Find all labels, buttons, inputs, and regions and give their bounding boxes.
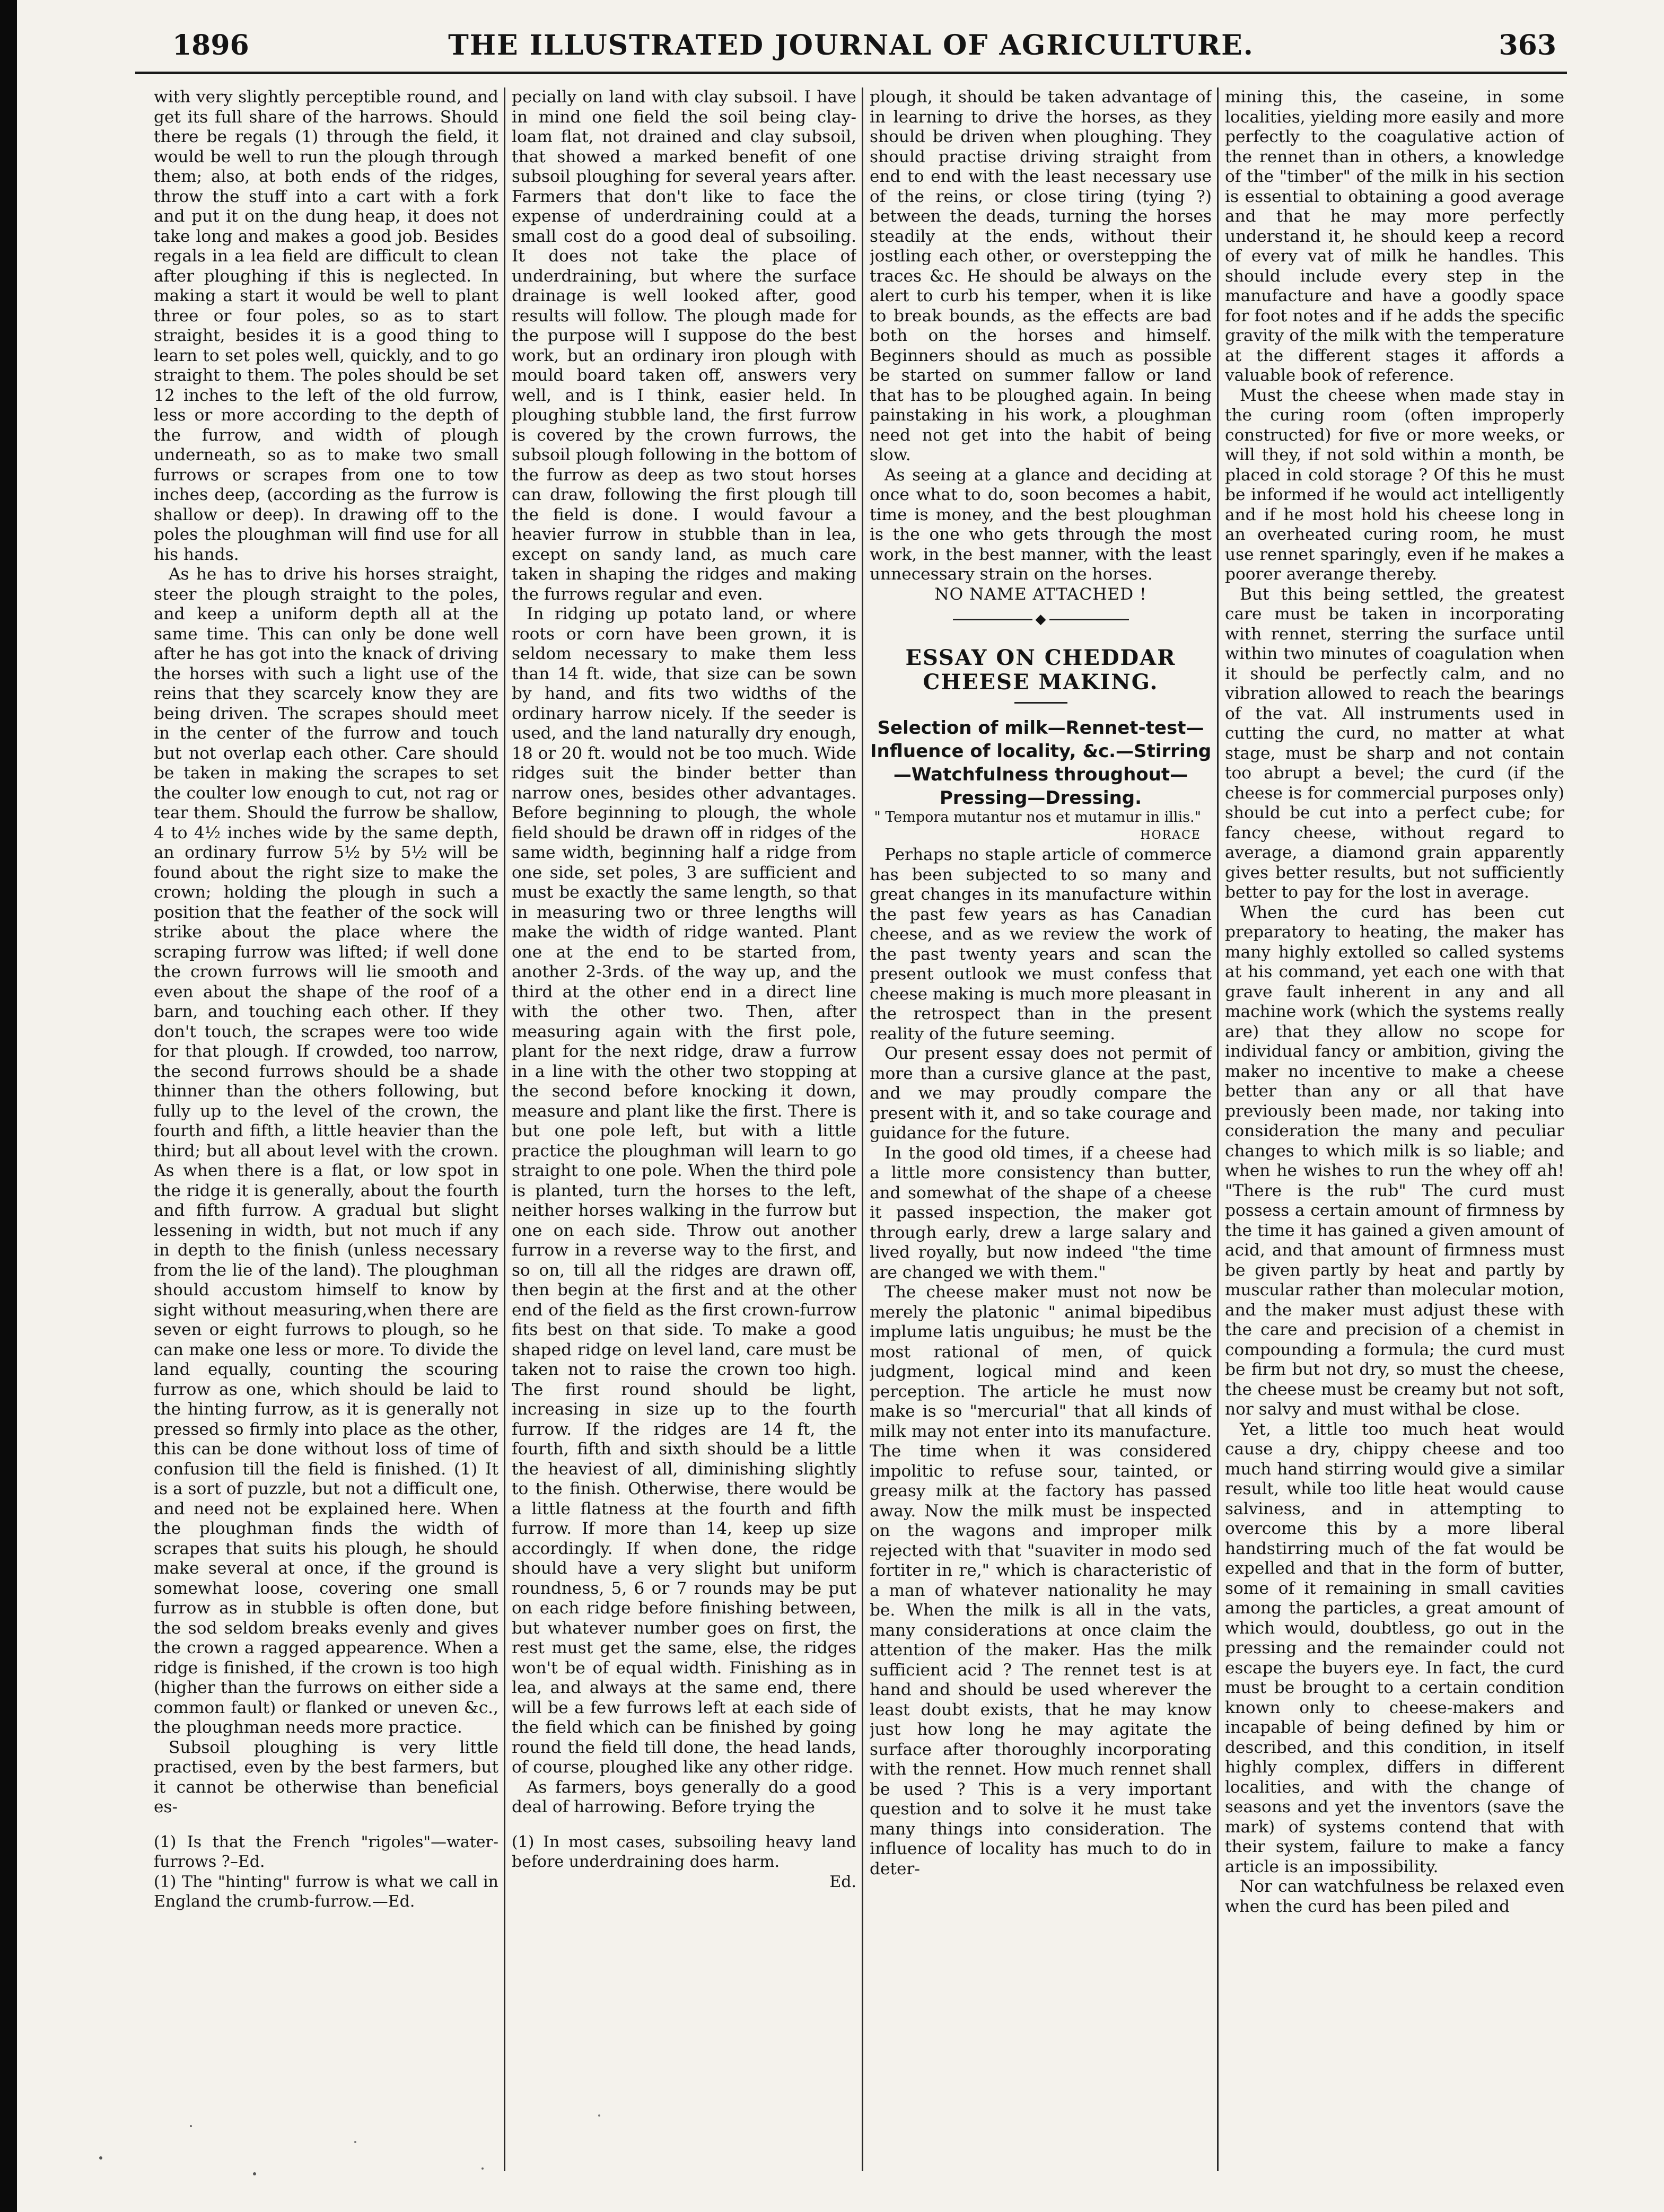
paragraph: As he has to drive his horses straight, steer the plough straight to the poles, and keep a uniform depth all at the same time. This can only be done well after he has got into the knack of driving the horses with such a light use of the reins that they scarcely know they are being driven. The scrapes should meet in the center of the furrow and touch but not overlap each other. Care should be taken in making the scrapes to set the coulter low enough to cut, not rag or tear them. Should the furrow be shallow, 4 to 4½ inches wide by the same depth, an ordinary furrow 5½ by 5½ will be found about the right size to make the crown; holding the plough in such a position that the feather of the sock will strike about the place where the scraping furrow was lifted; if well done the crown furrows will lie smooth and even about the shape of the roof of a barn, and touching each other. If they don't touch, the scrapes were too wide for that plough. If crowded, too narrow, the second furrows should be a shade thinner than the others following, but fully up to the level of the crown, the fourth and fifth, a little heavier than the third; but all about level with the crown. As when there is a flat, or low spot in the ridge it is generally, about the fourth and fifth furrow. A gradual but slight lessening in width, but not much if any in depth to the finish (unless necessary from the lie of the land). The ploughman should accustom himself to know by sight without measuring,when there are seven or eight furrows to plough, so he can make one less or more. To divide the land equally, counting the scouring furrow as one, which should be laid to the hinting furrow, as it is generally not pressed so firmly into place as the other, this can be done without loss of time of confusion till the field is finished. (1) It is a sort of puzzle, but not a difficult one, and need not be explained here. When the ploughman finds the width of scrapes that suits his plough, he should make several at once, if the ground is somewhat loose, covering one small furrow as in stubble is often done, but the sod seldom breaks evenly and gives the crown a ragged appearence. When a ridge is finished, if the crown is too high (higher than the furrows on either side a common fault) or flanked or uneven &c., the ploughman needs more practice. bbox=[154, 565, 498, 1737]
paragraph: Our present essay does not permit of more than a cursive glance at the past, and we may proudly compare the present with it, and so take courage and guidance for the future. bbox=[870, 1044, 1212, 1143]
epigraph-author: HORACE bbox=[1140, 828, 1201, 842]
column-1 bbox=[154, 87, 498, 2166]
essay-subtitle: Selection of milk—Rennet-test—Influence of locality, &c.—Stirring—Watchfulness throughout—Pressing—Dressing. bbox=[870, 717, 1212, 809]
column-rule bbox=[1217, 87, 1219, 2171]
paragraph: Nor can watchfulness be relaxed even when the curd has been piled and bbox=[1225, 1877, 1564, 1916]
header-year: 1896 bbox=[172, 29, 249, 62]
column-2 bbox=[512, 87, 856, 2166]
page-header bbox=[135, 29, 1567, 74]
essay-title: ESSAY ON CHEDDAR CHEESE MAKING. bbox=[905, 645, 1176, 695]
paragraph: Perhaps no staple article of commerce has been subjected to so many and great changes in its manufacture within the past few years as has Canadian cheese, and as we review the work of the past twenty years and scan the present outlook we must confess that cheese making is much more pleasant in the retrospect than in the present reality of the future seeming. bbox=[870, 845, 1212, 1043]
footnote: (1) Is that the French "rigoles"—water-furrows ?–Ed. bbox=[154, 1832, 498, 1871]
footnote-editor: Ed. bbox=[829, 1872, 856, 1891]
paragraph: As farmers, boys generally do a good deal of harrowing. Before trying the bbox=[512, 1777, 856, 1816]
footnote: (1) The "hinting" furrow is what we call in England the crumb-furrow.—Ed. bbox=[154, 1872, 498, 1911]
page-number: 363 bbox=[1499, 29, 1556, 62]
scan-specks bbox=[80, 2094, 716, 2190]
epigraph: " Tempora mutantur nos et mutamur in illis." bbox=[874, 809, 1201, 826]
paragraph: As seeing at a glance and deciding at once what to do, soon becomes a habit, time is money, and the best ploughman is the one who gets through the most work, in the best manner, with the least unnecessary strain on the horses. bbox=[870, 465, 1212, 584]
paragraph: with very slightly perceptible round, and get its full share of the harrows. Should there be regals (1) through the field, it would be well to run the plough through them; also, at both ends of the ridges, throw the stuff into a cart with a fork and put it on the dung heap, it does not take long and makes a good job. Besides regals in a lea field are difficult to clean after ploughing if this is neglected. In making a start it would be well to plant three or four poles, so as to start straight, besides it is a good thing to learn to set poles well, quickly, and to go straight to them. The poles should be set 12 inches to the left of the old furrow, less or more according to the depth of the furrow, and width of plough underneath, so as to make two small furrows or scrapes from one to tow inches deep, (according as the furrow is shallow or deep). In drawing off to the poles the ploughman will find use for all his hands. bbox=[154, 87, 498, 564]
section-divider: ◆ bbox=[870, 610, 1212, 630]
binding-edge bbox=[0, 0, 17, 2212]
column-rule bbox=[862, 87, 863, 2171]
paragraph: The cheese maker must not now be merely the platonic " animal bipedibus implume latis unguibus; he must be the most rational of men, of quick judgment, logical mind and keen perception. The article he must now make is so "mercurial" that all kinds of milk may not enter into its manufacture. The time when it was considered impolitic to refuse sour, tainted, or greasy milk at the factory has passed away. Now the milk must be inspected on the wagons and improper milk rejected with that "suaviter in modo sed fortiter in re," which is characteristic of a man of whatever nationality he may be. When the milk is all in the vats, many considerations at once claim the attention of the maker. Has the milk sufficient acid ? The rennet test is at hand and should be used wherever the least doubt exists, that he may know just how long he may agitate the surface after thoroughly incorporating with the rennet. How much rennet shall be used ? This is a very important question and to solve it he must take many things into consideration. The influence of locality has much to do in deter- bbox=[870, 1283, 1212, 1879]
paragraph: Must the cheese when made stay in the curing room (often improperly constructed) for five or more weeks, or will they, if not sold within a month, be placed in cold storage ? Of this he must be informed if he would act intelligently and if he most hold his cheese long in an overheated curing room, he must use rennet sparingly, even if he makes a poorer averange thereby. bbox=[1225, 385, 1564, 584]
paragraph: pecially on land with clay subsoil. I have in mind one field the soil being clay-loam flat, not drained and clay subsoil, that showed a marked benefit of one subsoil ploughing for several years after. Farmers that don't like to face the expense of underdraining could at a small cost do a good deal of subsoiling. It does not take the place of underdraining, but where the surface drainage is well looked after, good results will follow. The plough made for the purpose will I suppose do the best work, but an ordinary iron plough with mould board taken off, answers very well, and is I think, easier held. In ploughing stubble land, the first furrow is covered by the crown furrows, the subsoil plough following in the bottom of the furrow as deep as two stout horses can draw, following the first plough till the field is done. I would favour a heavier furrow in stubble than in lea, except on sandy land, as much care taken in shaping the ridges and making the furrows regular and even. bbox=[512, 87, 856, 604]
journal-title: THE ILLUSTRATED JOURNAL OF AGRICULTURE. bbox=[448, 29, 1254, 62]
paragraph: When the curd has been cut preparatory to heating, the maker has many highly extolled so called systems at his command, yet each one with that grave fault inherent in any and all machine work (which the systems really are) that they allow no scope for individual fancy or ambition, giving the maker no incentive to make a cheese better than any or all that have previously been made, nor taking into consideration the many and peculiar changes to which milk is so liable; and when he wishes to run the whey off ah! "There is the rub" The curd must possess a certain amount of firmness by the time it has gained a given amount of acid, and that amount of firmness must be given partly by heat and partly by muscular rather than molecular motion, and the maker must adjust these with the care and precision of a chemist in compounding a formula; the curd must be firm but not dry, so must the cheese, the cheese must be creamy but not soft, nor salvy and must withal be close. bbox=[1225, 902, 1564, 1419]
paragraph: Subsoil ploughing is very little practised, even by the best farmers, but it cannot be otherwise than beneficial es- bbox=[154, 1737, 498, 1816]
paragraph: But this being settled, the greatest care must be taken in incorporating with rennet, sterring the surface until within two minutes of coagulation when it should be perfectly calm, and no vibration allowed to reach the bearings of the vat. All instruments used in cutting the curd, no matter at what stage, must be sharp and not contain too abrupt a bevel; the curd (if the cheese is for commercial purposes only) should be cut into a perfect cube; for fancy cheese, without regard to average, a diamond grain apparently gives better results, but not sufficiently better to pay for the lost in average. bbox=[1225, 584, 1564, 902]
paragraph: In the good old times, if a cheese had a little more consistency than butter, and somewhat of the shape of a cheese it passed inspection, the maker got through early, drew a large salary and lived royally, but now indeed "the time are changed we with them." bbox=[870, 1143, 1212, 1282]
column-4 bbox=[1225, 87, 1564, 2166]
footnotes bbox=[512, 1832, 856, 1892]
column-3 bbox=[870, 87, 1212, 2166]
title-rule bbox=[1014, 702, 1067, 704]
signoff: NO NAME ATTACHED ! bbox=[934, 584, 1147, 604]
paragraph: plough, it should be taken advantage of in learning to drive the horses, as they should be driven when ploughing. They should practise driving straight from end to end with the least necessary use of the reins, or close tiring (tying ?) between the deads, turning the horses steadily at the ends, without their jostling each other, or overstepping the traces &c. He should be always on the alert to curb his temper, when it is like to break bounds, as the effects are bad both on the horses and himself. Beginners should as much as possible be started on summer fallow or land that has to be ploughed again. In being painstaking in his work, a ploughman need not get into the habit of being slow. bbox=[870, 87, 1212, 464]
paragraph: In ridging up potato land, or where roots or corn have been grown, it is seldom necessary to make them less than 14 ft. wide, that size can be sown by hand, and fits two widths of the ordinary harrow nicely. If the seeder is used, and the land naturally dry enough, 18 or 20 ft. would not be too much. Wide ridges suit the binder better than narrow ones, besides other advantages. Before beginning to plough, the whole field should be drawn off in ridges of the same width, beginning half a ridge from one side, set poles, 3 are sufficient and must be exactly the same length, so that in measuring two or three lengths will make the width of ridge wanted. Plant one at the end to be started from, another 2-3rds. of the way up, and the third at the other end in a direct line with the other two. Then, after measuring again with the first pole, plant for the next ridge, draw a furrow in a line with the other two stopping at the second before knocking it down, measure and plant like the first. There is but one pole left, but with a little practice the ploughman will learn to go straight to one pole. When the third pole is planted, turn the horses to the left, neither horses walking in the furrow but one on each side. Throw out another furrow in a reverse way to the first, and so on, till all the ridges are drawn off, then begin at the first and at the other end of the field as the first crown-furrow fits best on that side. To make a good shaped ridge on level land, care must be taken not to raise the crown too high. The first round should be light, increasing in size up to the fourth furrow. If the ridges are 14 ft, the fourth, fifth and sixth should be a little the heaviest of all, diminishing slightly to the finish. Otherwise, there would be a little flatness at the fourth and fifth furrow. If more than 14, keep up size accordingly. If when done, the ridge should have a very slight but uniform roundness, 5, 6 or 7 rounds may be put on each ridge before finishing between, but whatever number goes on first, the rest must get the same, else, the ridges won't be of equal width. Finishing as in lea, and always at the same end, there will be a few furrows left at each side of the field which can be finished by going round the field till done, the head lands, of course, ploughed like any other ridge. bbox=[512, 604, 856, 1777]
column-rule bbox=[504, 87, 505, 2171]
paragraph: mining this, the caseine, in some localities, yielding more easily and more perfectly to the coagulative action of the rennet than in others, a knowledge of the "timber" of the milk in his section is essential to obtaining a good average and that he may more perfectly understand it, he should keep a record of every vat of milk he handles. This should include every step in the manufacture and have a goodly space for foot notes and if he adds the specific gravity of the milk with the temperature at the different stages it affords a valuable book of reference. bbox=[1225, 87, 1564, 385]
footnote: (1) In most cases, subsoiling heavy land before underdraining does harm. bbox=[512, 1832, 856, 1871]
paragraph: Yet, a little too much heat would cause a dry, chippy cheese and too much hand stirring would give a similar result, while too litle heat would cause salviness, and in attempting to overcome this by a more liberal handstirring much of the fat would be expelled and that in the form of butter, some of it remaining in small cavities among the particles, a great amount of which would, doubtless, go out in the pressing and the remainder could not escape the buyers eye. In fact, the curd must be brought to a certain condition known only to cheese-makers and incapable of being defined by him or described, and this condition, in itself highly complex, differs in different localities, and with the change of seasons and yet the inventors (save the mark) of systems contend that with their system, failure to make a fancy article is an impossibility. bbox=[1225, 1419, 1564, 1876]
footnotes bbox=[154, 1832, 498, 1912]
